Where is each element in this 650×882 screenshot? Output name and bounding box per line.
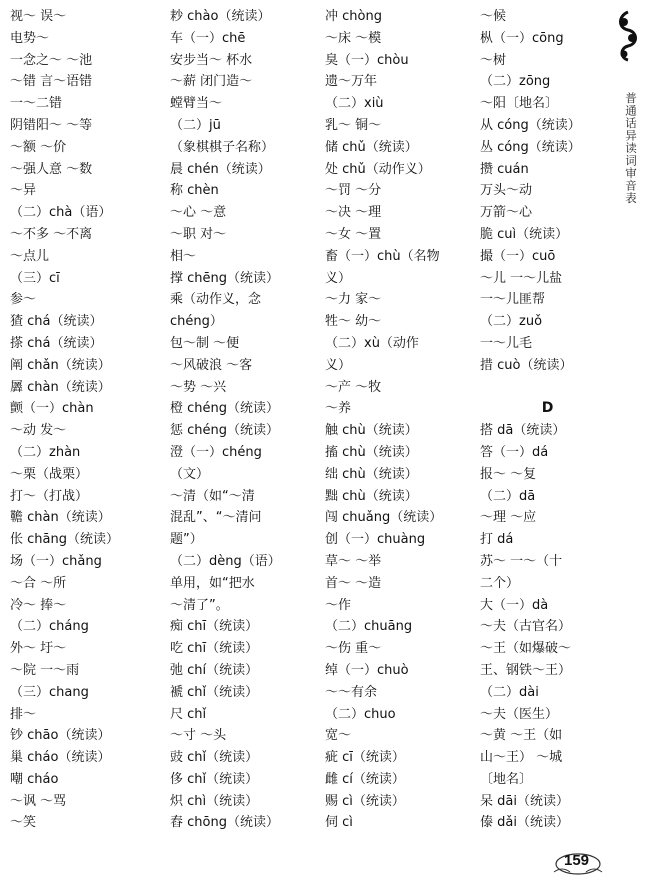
entry-line: 惩 chéng（统读） xyxy=(170,423,280,439)
entry-line: 单用，如“把水 xyxy=(170,575,255,591)
entry-line: 羼 chàn（统读） xyxy=(10,379,111,395)
entry-line: ～王（如爆破～ xyxy=(480,641,572,657)
entry-line: 场（一）chǎng xyxy=(10,553,102,569)
entry-line: ～阳〔地名〕 xyxy=(480,96,559,112)
entry-line: （二）chuo xyxy=(325,706,396,722)
entry-line: 猹 chá（统读） xyxy=(10,314,103,330)
entry-line: 冲 chòng xyxy=(325,9,382,24)
entry-line: 阴错阳～ ～等 xyxy=(10,117,93,133)
entry-line: 搽 chá（统读） xyxy=(10,335,103,351)
entry-line: 外～ 圩～ xyxy=(10,641,67,657)
entry-line: 呆 dāi（统读） xyxy=(480,793,569,809)
entry-line: 乘（动作义，念 xyxy=(170,292,262,308)
entry-line: ～风破浪 ～客 xyxy=(170,357,253,373)
entry-line: 脆 cuì（统读） xyxy=(480,226,569,242)
column-1 xyxy=(10,6,160,834)
entry-line: 枞（一）cōng xyxy=(480,30,564,46)
entry-line: ～栗（战栗） xyxy=(10,466,89,482)
entry-line: （二）dài xyxy=(480,684,539,700)
ornament-icon xyxy=(614,8,642,64)
entry-line: ～作 xyxy=(325,597,352,613)
entry-line: ～合 ～所 xyxy=(10,575,67,591)
entry-line: 储 chǔ（统读） xyxy=(325,139,418,155)
entry-line: 橙 chéng（统读） xyxy=(170,401,280,417)
column-2 xyxy=(170,6,315,834)
entry-line: （二）zōng xyxy=(480,74,551,90)
entry-line: （象棋棋子名称） xyxy=(170,139,275,155)
entry-line: 撑 chēng（统读） xyxy=(170,270,280,286)
entry-line xyxy=(480,377,615,399)
entry-line: 参～ xyxy=(10,292,37,308)
entry-line: ～～有余 xyxy=(325,684,378,700)
entry-line: 一～儿匪帮 xyxy=(480,292,546,308)
entry-line: 称 chèn xyxy=(170,183,219,199)
section-heading: D xyxy=(541,400,554,417)
entry-line: 从 cóng（统读） xyxy=(480,117,581,133)
entry-line: ～儿 一～儿盐 xyxy=(480,270,563,286)
entry-line: ～清（如“～清 xyxy=(170,488,255,504)
entry-line: 混乱”、“～清问 xyxy=(170,510,262,526)
entry-line: 嘲 cháo xyxy=(10,771,59,787)
entry-line: 题”） xyxy=(170,532,203,548)
entry-line: 王、钢铁～王） xyxy=(480,662,572,678)
page-number: 159 xyxy=(564,852,590,869)
entry-line: 丛 cóng（统读） xyxy=(480,139,581,155)
entry-line: ～院 一～雨 xyxy=(10,662,80,678)
entry-line: 疵 cī（统读） xyxy=(325,750,405,766)
entry-line: 阐 chǎn（统读） xyxy=(10,357,111,373)
entry-line: 搭 dā（统读） xyxy=(480,423,566,439)
entry-line: ～产 ～牧 xyxy=(325,379,382,395)
entry-line: 巢 cháo（统读） xyxy=(10,750,111,766)
page-number-badge xyxy=(548,848,608,878)
entry-line: ～力 家～ xyxy=(325,292,382,308)
entry-line: 苏～ 一～（十 xyxy=(480,553,563,569)
entry-line: 豉 chǐ（统读） xyxy=(170,750,259,766)
entry-line: ～夫（古官名） xyxy=(480,619,572,635)
entry-line: 报～ ～复 xyxy=(480,466,537,482)
entry-line: 黜 chù（统读） xyxy=(325,488,418,504)
entry-line: 处 chǔ（动作义） xyxy=(325,161,431,177)
entry-line: （文） xyxy=(170,466,210,482)
entry-line: 一～儿毛 xyxy=(480,335,533,351)
entry-line: ～决 ～理 xyxy=(325,205,382,221)
entry-line: ～异 xyxy=(10,183,37,199)
entry-line: 晨 chén（统读） xyxy=(170,161,271,177)
entry-line: ～女 ～置 xyxy=(325,226,382,242)
column-3 xyxy=(325,6,465,834)
entry-line: 遗～万年 xyxy=(325,74,378,90)
entry-line: （二）chuāng xyxy=(325,619,413,635)
entry-line: ～床 ～模 xyxy=(325,30,382,46)
sidebar-title: 普通话异读词审音表 xyxy=(624,92,638,205)
entry-line: 义） xyxy=(325,270,352,286)
entry-line: 打～（打战） xyxy=(10,488,89,504)
entry-line: 牲～ 幼～ xyxy=(325,314,382,330)
entry-line: ～不多 ～不离 xyxy=(10,226,93,242)
entry-line: 车（一）chē xyxy=(170,30,246,46)
entry-line: 排～ xyxy=(10,706,37,722)
entry-line: （二）dèng（语） xyxy=(170,553,281,569)
entry-line: 〔地名〕 xyxy=(480,771,533,787)
entry-line: 万头～动 xyxy=(480,183,533,199)
entry-line: 吃 chī（统读） xyxy=(170,641,259,657)
entry-line: 万箭～心 xyxy=(480,205,533,221)
entry-line: 答（一）dá xyxy=(480,444,549,460)
entry-line: 攒 cuán xyxy=(480,161,529,177)
entry-line: ～黄 ～王（如 xyxy=(480,728,563,744)
entry-line: 视～ 误～ xyxy=(10,9,67,24)
entry-line: 绰（一）chuò xyxy=(325,662,409,678)
entry-line: ～寸 ～头 xyxy=(170,728,227,744)
entry-line: 打 dá xyxy=(480,532,514,548)
entry-line: ～伤 重～ xyxy=(325,641,382,657)
entry-line: 首～ ～造 xyxy=(325,575,382,591)
entry-line: （三）chang xyxy=(10,684,89,700)
entry-line: ～笑 xyxy=(10,815,37,831)
entry-line: 草～ ～举 xyxy=(325,553,382,569)
entry-line: 乳～ 铜～ xyxy=(325,117,382,133)
entry-line: 雌 cí（统读） xyxy=(325,771,405,787)
entry-line: 褫 chǐ（统读） xyxy=(170,684,259,700)
entry-line: ～势 ～兴 xyxy=(170,379,227,395)
entry-line: 创（一）chuàng xyxy=(325,532,426,548)
entry-line: 韂 chàn（统读） xyxy=(10,510,111,526)
entry-line: 尺 chǐ xyxy=(170,706,207,722)
entry-line: （二）cháng xyxy=(10,619,89,635)
entry-line: 炽 chì（统读） xyxy=(170,793,259,809)
entry-line: （二）zuǒ xyxy=(480,314,543,330)
entry-line: 臭（一）chòu xyxy=(325,52,409,68)
entry-line: ～罚 ～分 xyxy=(325,183,382,199)
entry-line: ～树 xyxy=(480,52,507,68)
entry-line: ～动 发～ xyxy=(10,423,67,439)
entry-line: 义） xyxy=(325,357,352,373)
entry-line: 绌 chù（统读） xyxy=(325,466,418,482)
entry-line: ～候 xyxy=(480,9,507,24)
entry-line: 一念之～ ～池 xyxy=(10,52,93,68)
entry-line: ～额 ～价 xyxy=(10,139,67,155)
entry-line: ～养 xyxy=(325,401,352,417)
entry-line: ～夫（医生） xyxy=(480,706,559,722)
entry-line: ～理 ～应 xyxy=(480,510,537,526)
entry-line: 颤（一）chàn xyxy=(10,401,94,417)
entry-line: 冷～ 捧～ xyxy=(10,597,67,613)
entry-line: chéng） xyxy=(170,314,223,330)
entry-line: 大（一）dà xyxy=(480,597,549,613)
entry-line: 包～制 ～便 xyxy=(170,335,240,351)
entry-line: 侈 chǐ（统读） xyxy=(170,771,259,787)
entry-line: ～职 对～ xyxy=(170,226,227,242)
entry-line: 傣 dǎi（统读） xyxy=(480,815,569,831)
entry-line: 钞 chāo（统读） xyxy=(10,728,111,744)
entry-line: ～点儿 xyxy=(10,248,50,264)
entry-line: 痴 chī（统读） xyxy=(170,619,259,635)
entry-line: （二）xiù xyxy=(325,96,384,112)
entry-line: ～错 言～语错 xyxy=(10,74,93,90)
entry-line: 弛 chí（统读） xyxy=(170,662,259,678)
entry-line: （二）xù（动作 xyxy=(325,335,419,351)
entry-line: 触 chù（统读） xyxy=(325,423,418,439)
entry-line: 安步当～ 杯水 xyxy=(170,52,253,68)
entry-line: 螳臂当～ xyxy=(170,96,223,112)
entry-line: 畜（一）chù（名物 xyxy=(325,248,440,264)
entry-line: （二）dā xyxy=(480,488,536,504)
entry-line: （二）jū xyxy=(170,117,221,133)
entry-line: 伥 chāng（统读） xyxy=(10,532,119,548)
entry-line: ～清了”。 xyxy=(170,597,229,613)
entry-line: （二）chà（语） xyxy=(10,205,112,221)
entry-line: 澄（一）chéng xyxy=(170,444,262,460)
entry-line: 一～二错 xyxy=(10,96,63,112)
entry-line: （三）cī xyxy=(10,270,60,286)
entry-line: ～强人意 ～数 xyxy=(10,161,93,177)
entry-line: 措 cuò（统读） xyxy=(480,357,573,373)
entry-line: 撮（一）cuō xyxy=(480,248,556,264)
entry-line: 赐 cì（统读） xyxy=(325,793,405,809)
entry-line: （二）zhàn xyxy=(10,444,81,460)
entry-line: 舂 chōng（统读） xyxy=(170,815,279,831)
entry-line: ～心 ～意 xyxy=(170,205,227,221)
entry-line: 伺 cì xyxy=(325,815,353,831)
entry-line: 山～王） ～城 xyxy=(480,750,563,766)
entry-line: ～薪 闭门造～ xyxy=(170,74,253,90)
entry-line: 相～ xyxy=(170,248,197,264)
entry-line: 闯 chuǎng（统读） xyxy=(325,510,443,526)
entry-line: 二个） xyxy=(480,575,520,591)
entry-line: 耖 chào（统读） xyxy=(170,9,271,24)
entry-line: 宽～ xyxy=(325,728,352,744)
entry-line: ～讽 ～骂 xyxy=(10,793,67,809)
column-4 xyxy=(480,6,615,834)
entry-line: 搐 chù（统读） xyxy=(325,444,418,460)
entry-line: 电势～ xyxy=(10,30,50,46)
